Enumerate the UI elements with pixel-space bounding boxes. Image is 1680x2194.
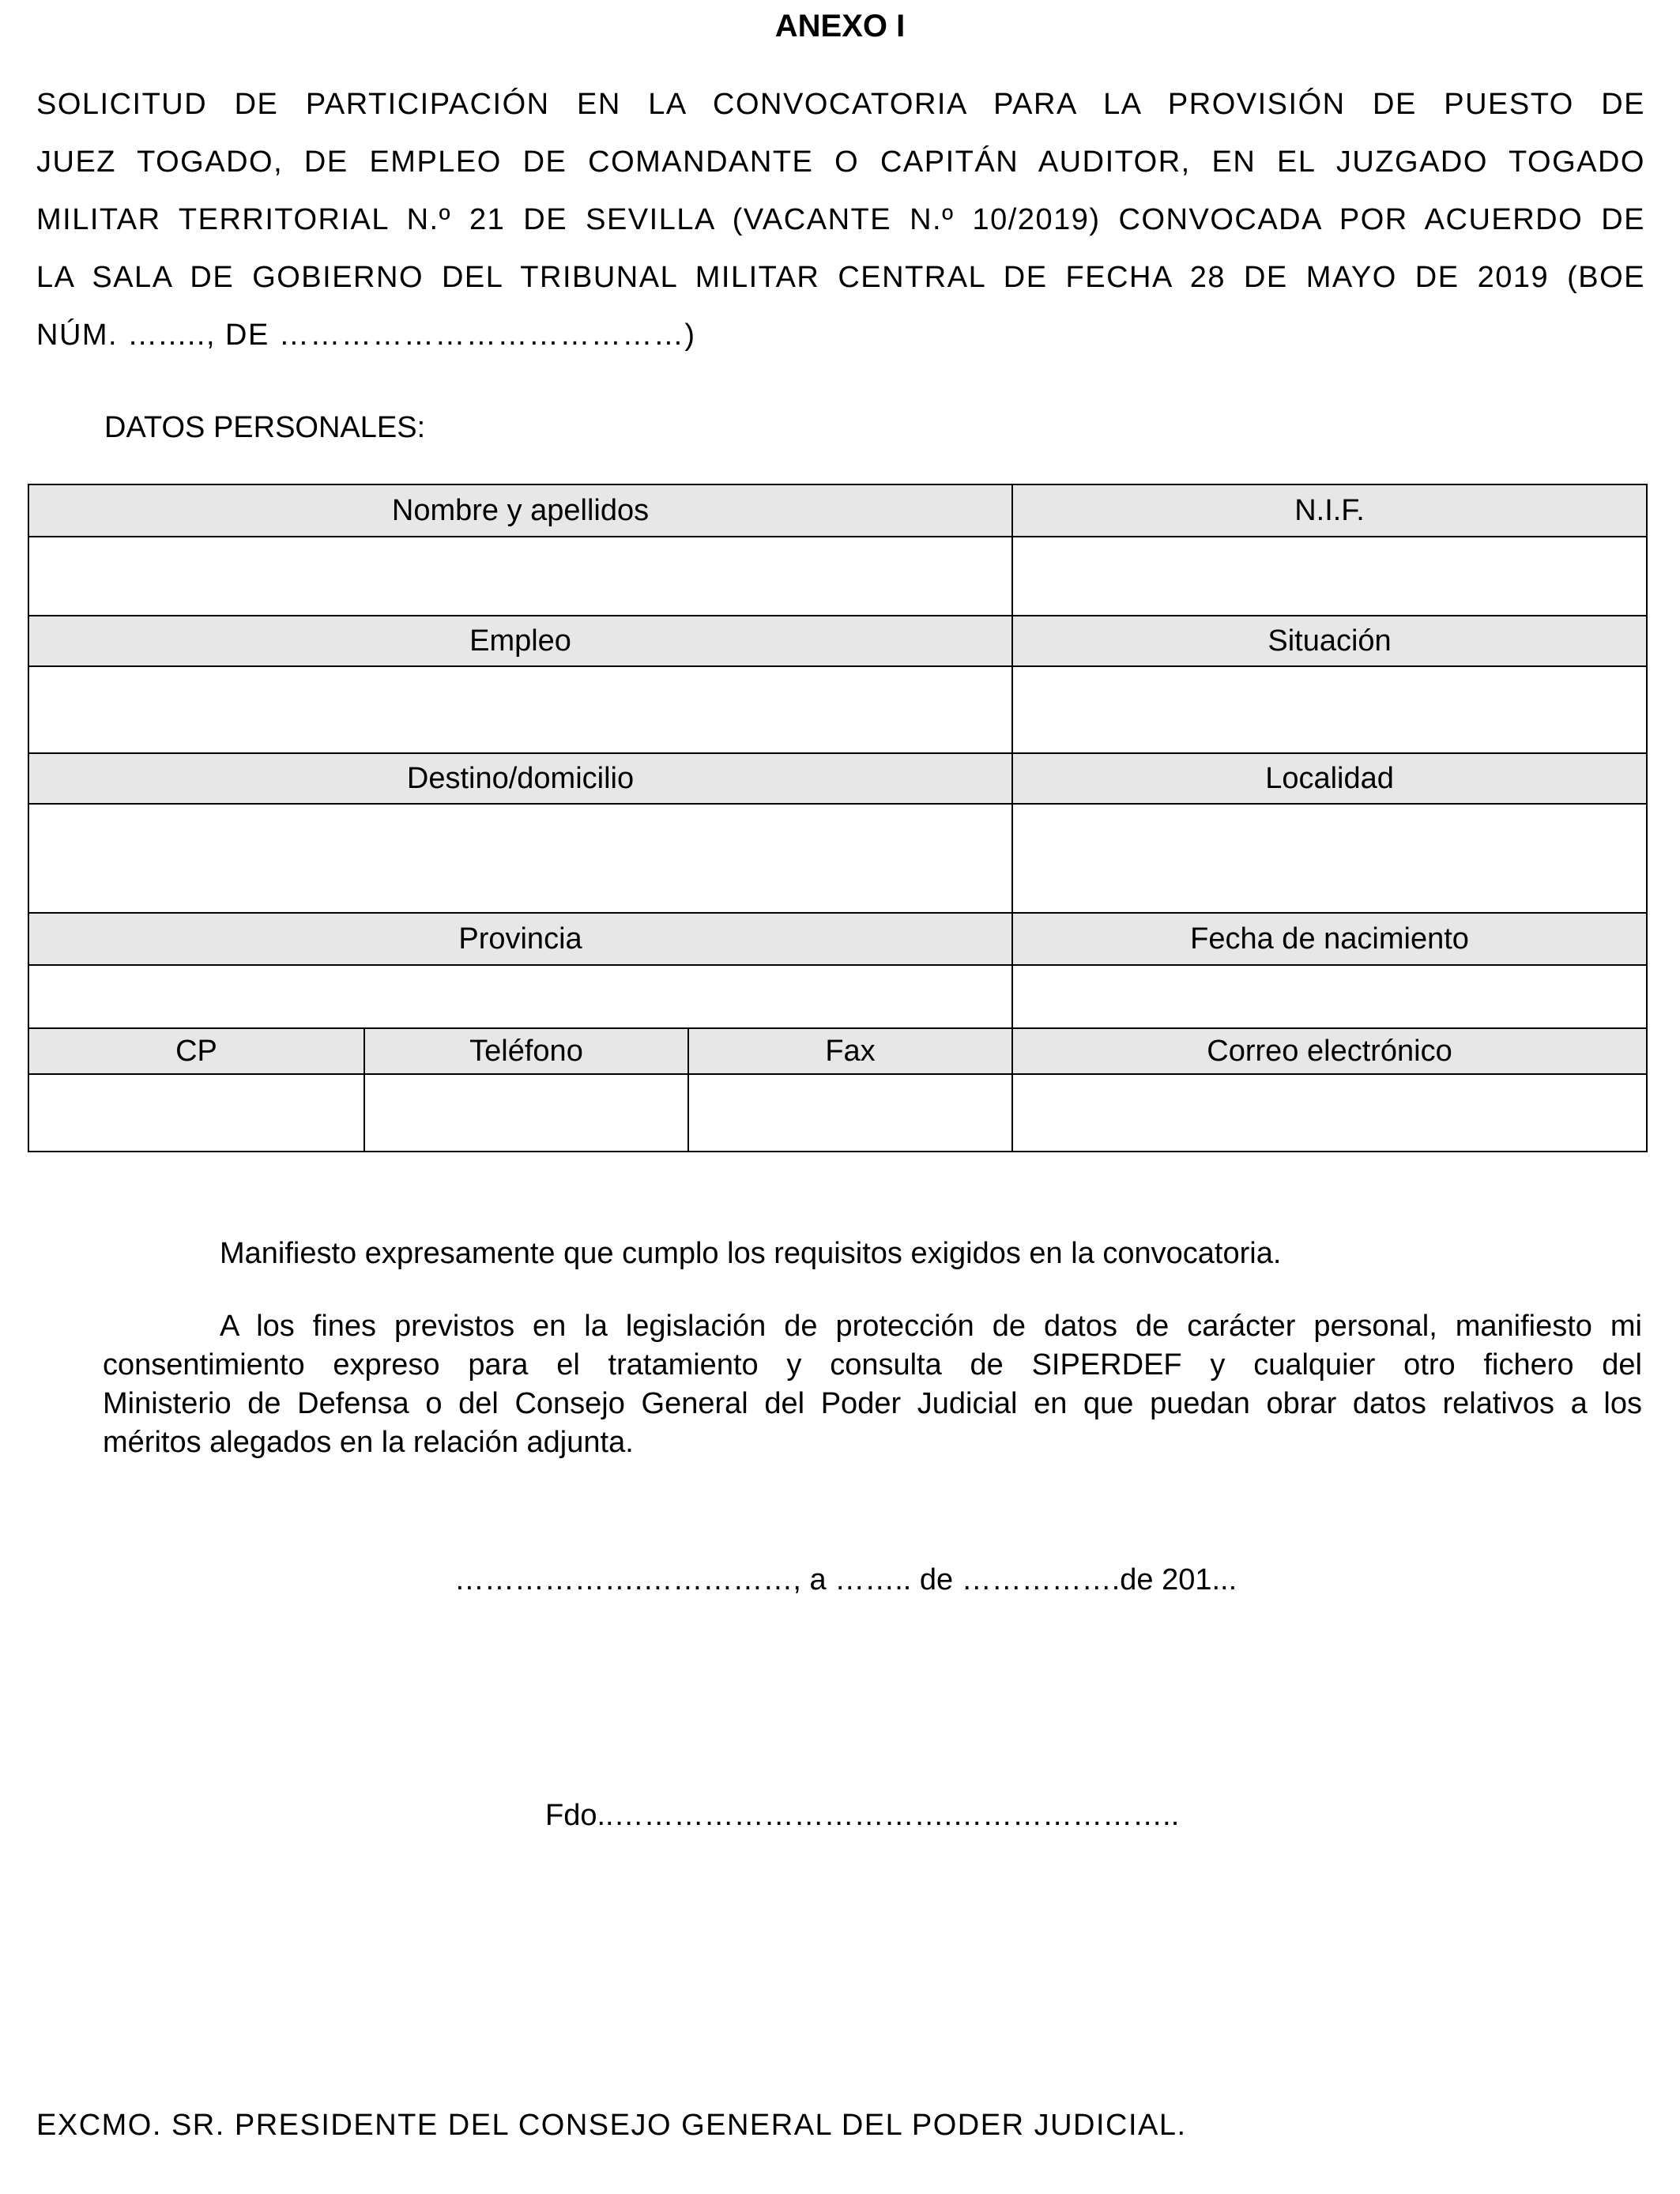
telefono-field[interactable] bbox=[364, 1074, 688, 1152]
requirements-statement: Manifiesto expresamente que cumplo los requisitos exigidos en la convocatoria. bbox=[220, 1237, 1282, 1270]
personal-data-label: DATOS PERSONALES: bbox=[104, 411, 426, 444]
nif-header: N.I.F. bbox=[1012, 484, 1647, 537]
consent-line-1: A los fines previstos en la legislación de protección de datos de carácter personal, manifiesto mi bbox=[220, 1310, 1642, 1343]
heading-line-1: SOLICITUD DE PARTICIPACIÓN EN LA CONVOCATORIA PARA LA PROVISIÓN DE PUESTO DE bbox=[36, 88, 1645, 121]
date-line: ……………….……………, a …….. de …………….de 201... bbox=[454, 1563, 1237, 1596]
fecha-nacimiento-header: Fecha de nacimiento bbox=[1012, 913, 1647, 965]
personal-data-table bbox=[28, 484, 1648, 1152]
destino-domicilio-field[interactable] bbox=[28, 804, 1012, 913]
consent-line-4: méritos alegados en la relación adjunta. bbox=[103, 1426, 634, 1459]
heading-line-4: LA SALA DE GOBIERNO DEL TRIBUNAL MILITAR CENTRAL DE FECHA 28 DE MAYO DE 2019 (BOE bbox=[36, 261, 1645, 294]
provincia-header: Provincia bbox=[28, 913, 1012, 965]
telefono-header: Teléfono bbox=[364, 1028, 688, 1074]
empleo-field[interactable] bbox=[28, 666, 1012, 753]
consent-paragraph bbox=[103, 1307, 1642, 1462]
correo-field[interactable] bbox=[1012, 1074, 1647, 1152]
localidad-header: Localidad bbox=[1012, 753, 1647, 804]
annex-title: ANEXO I bbox=[774, 9, 906, 43]
empleo-header: Empleo bbox=[28, 616, 1012, 666]
signature-line: Fdo..…………………………….………………….. bbox=[545, 1799, 1180, 1832]
fecha-nacimiento-field[interactable] bbox=[1012, 965, 1647, 1028]
nombre-apellidos-header: Nombre y apellidos bbox=[28, 484, 1012, 537]
addressee: EXCMO. SR. PRESIDENTE DEL CONSEJO GENERAL DEL PODER JUDICIAL. bbox=[36, 2109, 1187, 2142]
heading-line-2: JUEZ TOGADO, DE EMPLEO DE COMANDANTE O CAPITÁN AUDITOR, EN EL JUZGADO TOGADO bbox=[36, 145, 1645, 179]
provincia-field[interactable] bbox=[28, 965, 1012, 1028]
consent-line-3: Ministerio de Defensa o del Consejo General del Poder Judicial en que puedan obrar datos relativos a los bbox=[103, 1387, 1642, 1420]
fax-field[interactable] bbox=[688, 1074, 1012, 1152]
destino-domicilio-header: Destino/domicilio bbox=[28, 753, 1012, 804]
nif-field[interactable] bbox=[1012, 537, 1647, 616]
consent-line-2: consentimiento expreso para el tratamiento y consulta de SIPERDEF y cualquier otro fichero del bbox=[103, 1348, 1642, 1382]
correo-header: Correo electrónico bbox=[1012, 1028, 1647, 1074]
cp-header: CP bbox=[28, 1028, 364, 1074]
heading-line-5: NÚM. …....., DE …………………………………) bbox=[36, 319, 696, 352]
heading-line-3: MILITAR TERRITORIAL N.º 21 DE SEVILLA (VACANTE N.º 10/2019) CONVOCADA POR ACUERDO DE bbox=[36, 203, 1645, 236]
nombre-apellidos-field[interactable] bbox=[28, 537, 1012, 616]
localidad-field[interactable] bbox=[1012, 804, 1647, 913]
situacion-header: Situación bbox=[1012, 616, 1647, 666]
fax-header: Fax bbox=[688, 1028, 1012, 1074]
situacion-field[interactable] bbox=[1012, 666, 1647, 753]
request-heading bbox=[36, 76, 1645, 364]
cp-field[interactable] bbox=[28, 1074, 364, 1152]
